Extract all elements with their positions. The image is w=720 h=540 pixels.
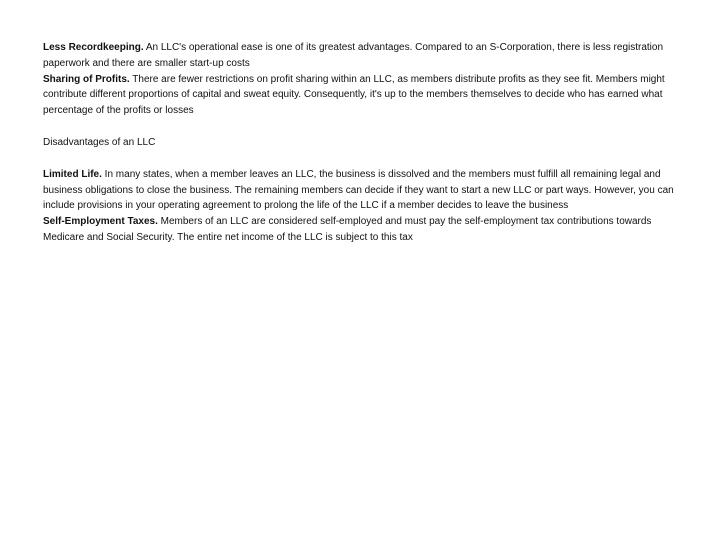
spacer [43, 119, 683, 135]
spacer [43, 151, 683, 167]
term-limited-life: Limited Life. [43, 168, 102, 180]
paragraph-limited-life [43, 167, 683, 214]
document-body [43, 40, 683, 246]
text-self-employment-taxes: Members of an LLC are considered self-employed and must pay the self-employment tax contributions towards Medicare and Social Security. The entire net income of the LLC is subject to this tax [43, 216, 652, 243]
text-sharing-of-profits: There are fewer restrictions on profit sharing within an LLC, as members distribute profits as they see fit. Members might contribute different proportions of capital and sweat equity. Consequently, it's up to the members themselves to decide who has earned what percentage of the profits or losses [43, 73, 665, 117]
paragraph-self-employment-taxes [43, 214, 683, 246]
text-limited-life: In many states, when a member leaves an LLC, the business is dissolved and the members must fulfill all remaining legal and business obligations to close the business. The remaining members can decide if they want to start a new LLC or part ways. However, you can include provisions in your operating agreement to prolong the life of the LLC if a member decides to leave the business [43, 168, 674, 212]
disadvantages-heading: Disadvantages of an LLC [43, 136, 156, 148]
paragraph-sharing-of-profits [43, 72, 683, 119]
paragraph-less-recordkeeping [43, 40, 683, 72]
term-self-employment-taxes: Self-Employment Taxes. [43, 216, 158, 228]
term-less-recordkeeping: Less Recordkeeping. [43, 42, 144, 53]
term-sharing-of-profits: Sharing of Profits. [43, 73, 130, 85]
text-less-recordkeeping: An LLC's operational ease is one of its greatest advantages. Compared to an S-Corporation, there is less registration paperwork and there are smaller start-up costs [43, 42, 664, 69]
